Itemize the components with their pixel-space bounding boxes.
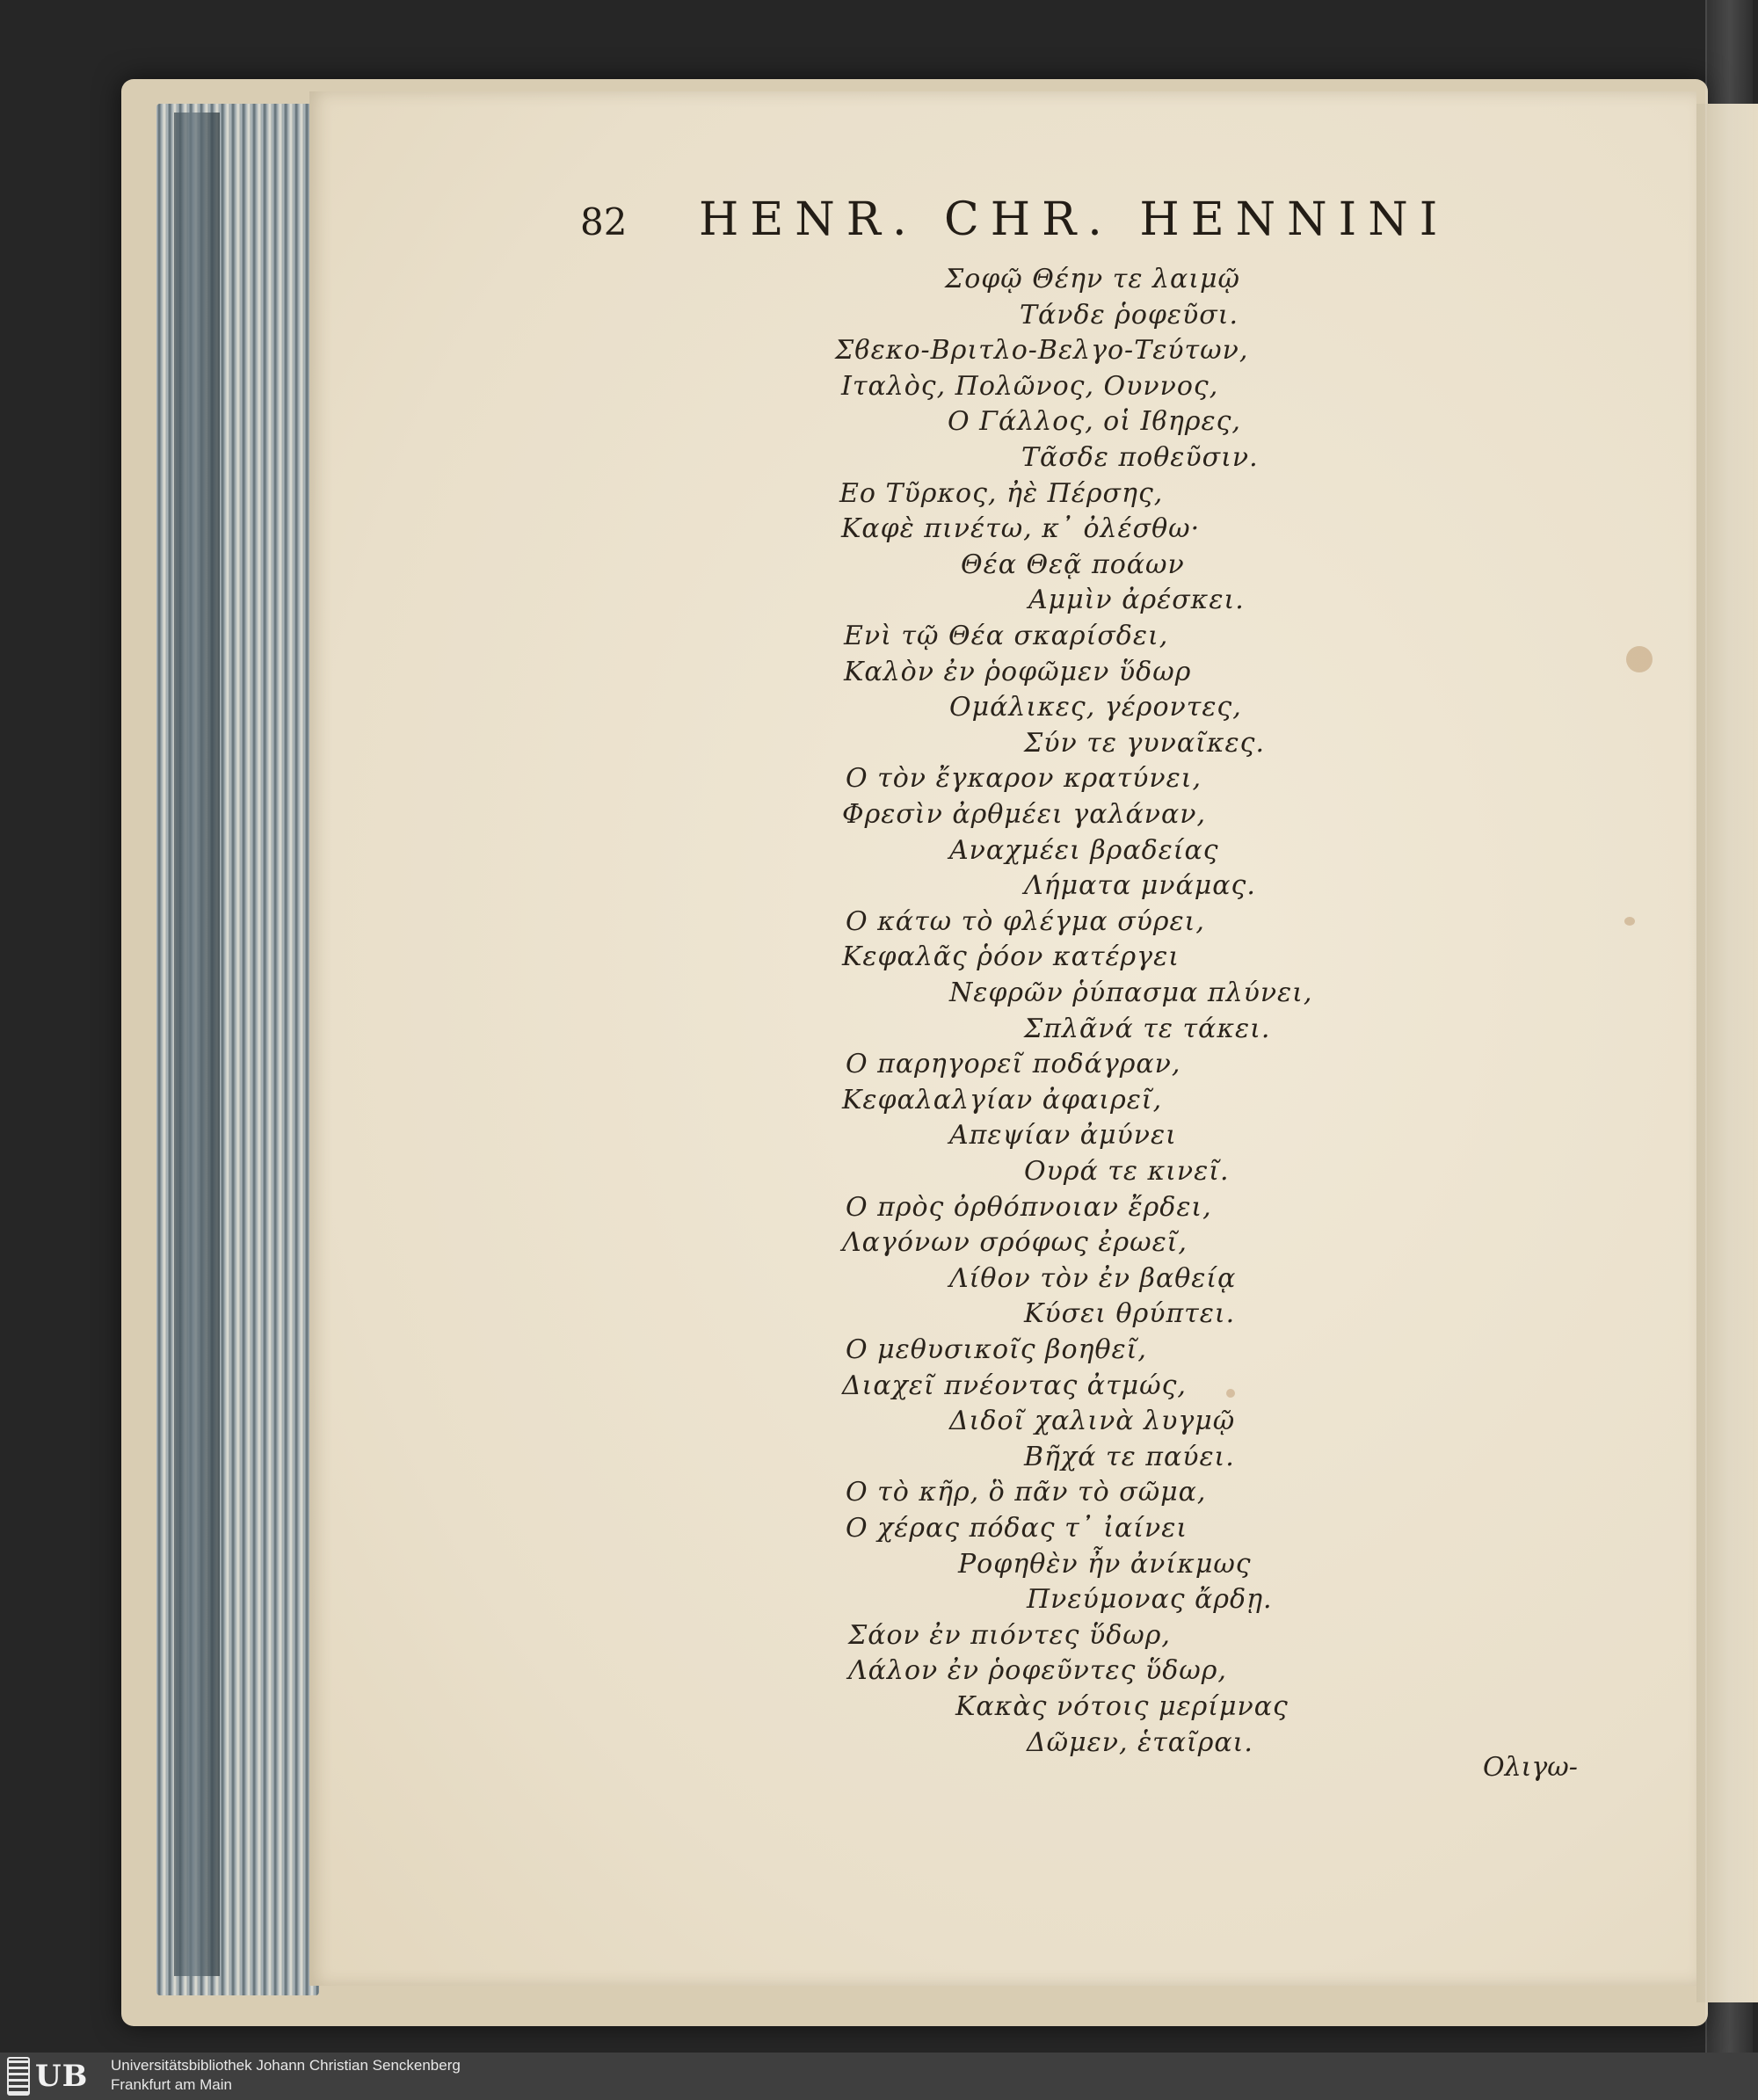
poem-line: Λαγόνων σρόφως ἐρωεῖ, [842, 1227, 1188, 1258]
poem-line: Νεφρῶν ῥύπασμα πλύνει, [949, 977, 1313, 1008]
poem-line: Λήματα μνάμας. [1024, 870, 1256, 901]
poem-line: Αναχμέει βραδείας [949, 835, 1219, 866]
poem-line: Διαχεῖ πνέοντας ἀτμώς, [842, 1370, 1187, 1401]
page-title: HENR. CHR. HENNINI [699, 193, 1449, 246]
institution-city: Frankfurt am Main [111, 2076, 232, 2093]
poem-line: Ο μεθυσικοῖς βοηθεῖ, [846, 1334, 1147, 1365]
glass-clip [1705, 0, 1753, 2053]
poem-line: Φρεσὶν ἀρθμέει γαλάναν, [842, 799, 1207, 830]
poem-line: Ενὶ τῷ Θέα σκαρίσδει, [844, 621, 1169, 651]
poem-line: Ο τὸ κῆρ, ὃ πᾶν τὸ σῶμα, [846, 1477, 1207, 1508]
footer-bar [0, 2053, 1758, 2100]
logo-text: UB [35, 2059, 89, 2094]
institution-credit [111, 2056, 461, 2095]
poem-line: Λίθον τὸν ἐν βαθείᾳ [949, 1263, 1237, 1294]
poem-line: Δῶμεν, ἑταῖραι. [1027, 1727, 1253, 1758]
poem-line: Διδοῖ χαλινὰ λυγμῷ [949, 1406, 1236, 1436]
poem-line: Αμμὶν ἀρέσκει. [1028, 585, 1245, 615]
ub-logo [7, 2057, 95, 2096]
poem-line: Ο πρὸς ὀρθόπνοιαν ἔρδει, [846, 1192, 1212, 1223]
page-number: 82 [580, 200, 628, 243]
poem-line: Εο Τῦρκος, ἠὲ Πέρσης, [839, 478, 1164, 509]
poem-line: Ο τὸν ἔγκαρον κρατύνει, [846, 763, 1202, 794]
poem-line: Κεφαλαλγίαν ἀφαιρεῖ, [842, 1085, 1163, 1115]
poem-line: Καφὲ πινέτω, κ᾽ ὀλέσθω· [841, 513, 1201, 544]
institution-name: Universitätsbibliothek Johann Christian Senckenberg [111, 2057, 461, 2074]
poem-line: Ομάλικες, γέροντες, [949, 692, 1242, 723]
poem-line: Λάλον ἐν ῥοφεῦντες ὕδωρ, [848, 1655, 1227, 1686]
catchword: Ολιγω- [1483, 1752, 1578, 1783]
poem-line: Τᾶσδε ποθεῦσιν. [1021, 442, 1259, 473]
poem-line: Σοφῷ Θέην τε λαιμῷ [945, 264, 1240, 294]
poem-line: Ο κάτω τὸ φλέγμα σύρει, [846, 906, 1205, 937]
poem-line: Τάνδε ῥοφεῦσι. [1020, 300, 1239, 331]
poem-line: Θέα Θεᾷ ποάων [961, 549, 1185, 580]
poem-line: Ο Γάλλος, οἱ Ιϐηρες, [948, 406, 1241, 437]
poem-line: Σπλᾶνά τε τάκει. [1024, 1014, 1271, 1044]
poem-line: Κεφαλᾶς ῥόον κατέργει [842, 941, 1180, 972]
poem-line: Ιταλὸς, Πολῶνος, Ουννος, [841, 371, 1219, 402]
poem-line: Ο χέρας πόδας τ᾽ ἰαίνει [846, 1513, 1188, 1544]
library-logo-icon [7, 2057, 30, 2096]
poem-line: Ροφηθὲν ἦν ἀνίκμως [958, 1549, 1252, 1580]
poem-line: Κύσει θρύπτει. [1024, 1298, 1236, 1329]
poem-line: Σάον ἐν πιόντες ὕδωρ, [848, 1620, 1171, 1651]
poem-line: Ουρά τε κινεῖ. [1024, 1156, 1230, 1187]
poem-line: Ο παρηγορεῖ ποδάγραν, [846, 1049, 1181, 1079]
poem-line: Καλὸν ἐν ῥοφῶμεν ὕδωρ [844, 657, 1192, 687]
poem-line: Κακὰς νότοις μερίμνας [955, 1691, 1289, 1722]
poem-line: Σύν τε γυναῖκες. [1024, 728, 1265, 759]
poem-line: Σϐεκο-Βριτλο-Βελγο-Τεύτων, [835, 335, 1249, 366]
poem-line: Πνεύμονας ἄρδῃ. [1027, 1584, 1273, 1615]
poem-line: Απεψίαν ἀμύνει [949, 1120, 1177, 1151]
poem-line: Βῆχά τε παύει. [1024, 1442, 1235, 1472]
